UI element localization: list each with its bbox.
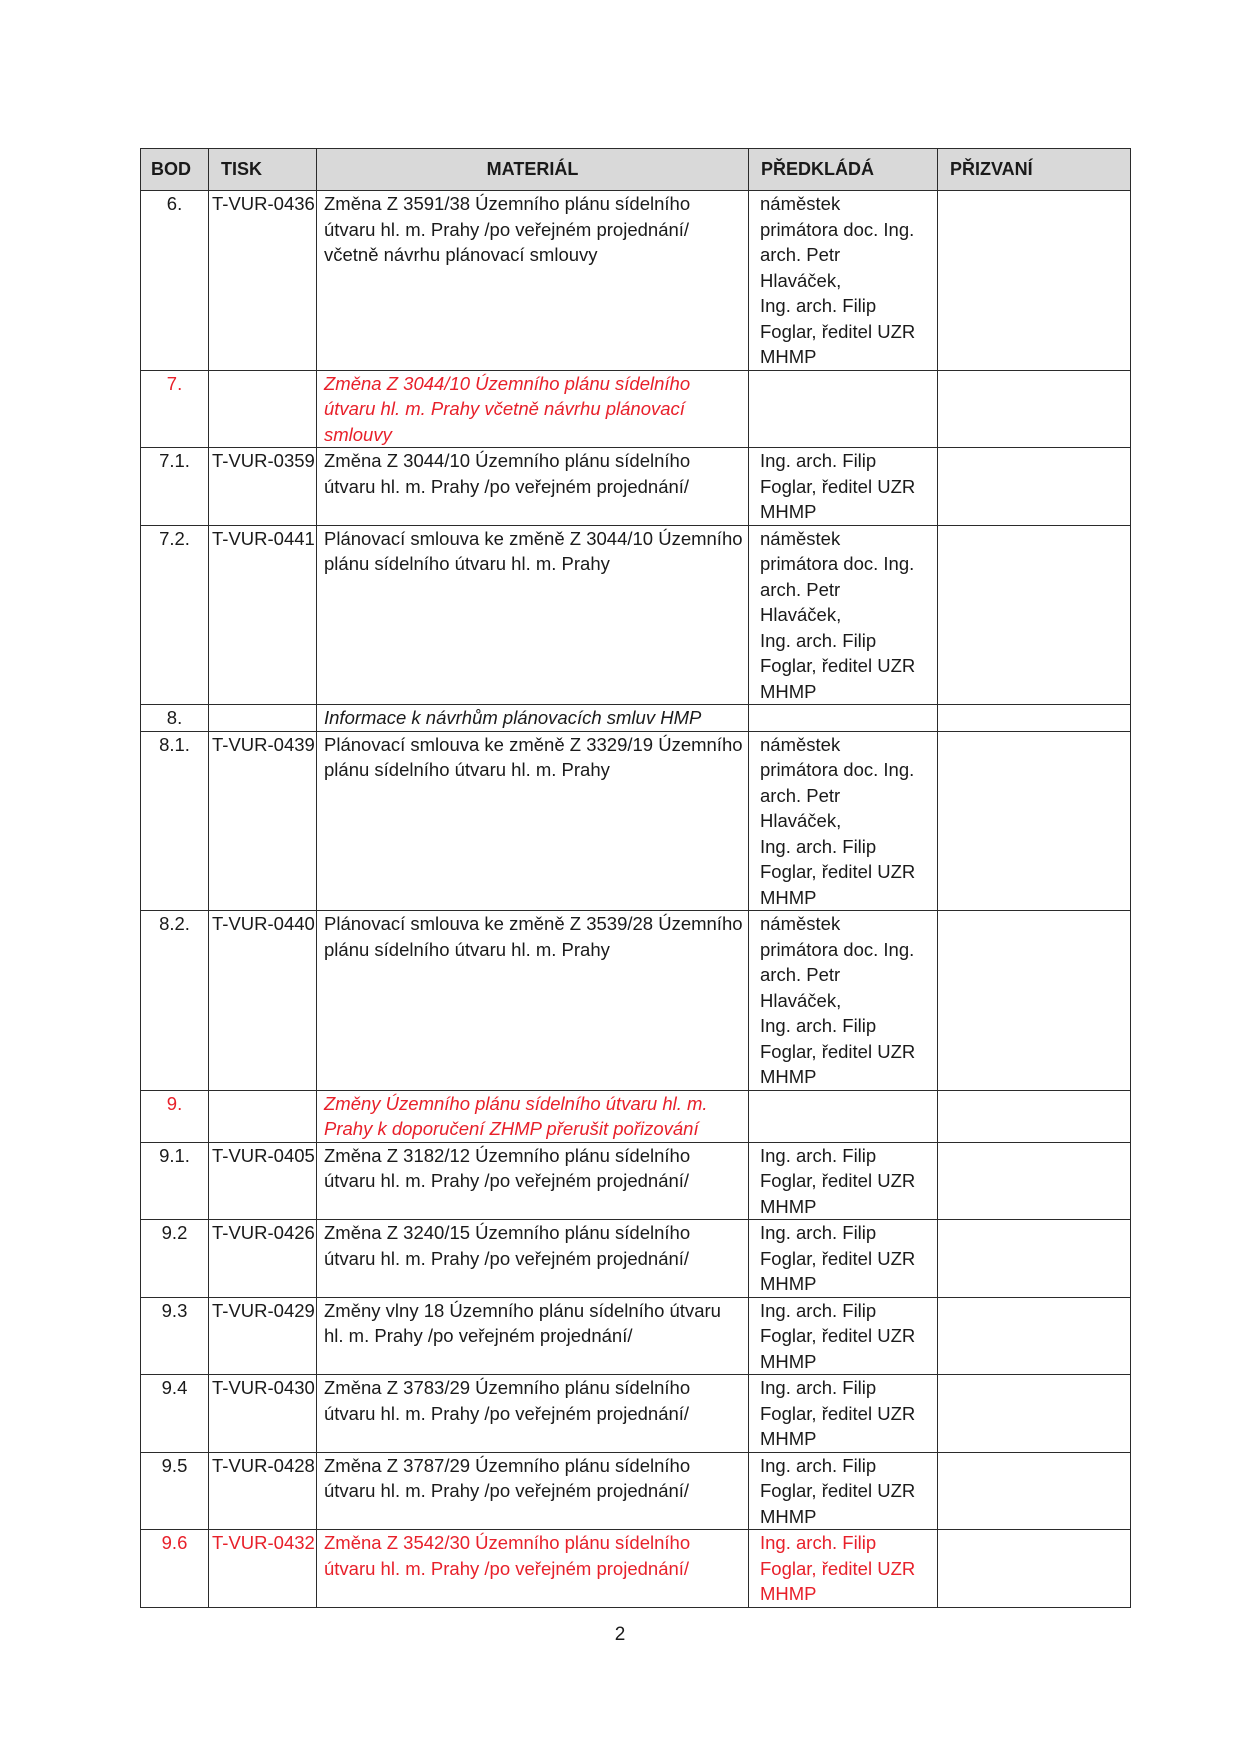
cell-predklada: [749, 370, 938, 448]
predklada-line: MHMP: [760, 1583, 817, 1604]
cell-tisk: T-VUR-0426: [209, 1220, 317, 1298]
material-line: útvaru hl. m. Prahy včetně návrhu plánovací: [324, 398, 685, 419]
table-row: [141, 1142, 1131, 1220]
predklada-line: Ing. arch. Filip: [760, 629, 877, 651]
material-line: Změny vlny 18 Územního plánu sídelního útvaru: [324, 1299, 721, 1321]
table-row: [141, 1297, 1131, 1375]
cell-prizvani: [938, 1142, 1131, 1220]
material-line: Změny Územního plánu sídelního útvaru hl. m.: [324, 1092, 708, 1114]
cell-predklada: [749, 1530, 938, 1608]
predklada-line: Hlaváček,: [760, 810, 842, 831]
cell-prizvani: [938, 1297, 1131, 1375]
cell-bod: 9.2: [141, 1220, 209, 1298]
cell-material: [317, 1375, 749, 1453]
material-line: Změna Z 3542/30 Územního plánu sídelního: [324, 1532, 691, 1553]
table-row: [141, 370, 1131, 448]
material-line: útvaru hl. m. Prahy /po veřejném projednání/: [324, 1170, 690, 1191]
table-row: [141, 911, 1131, 1091]
table-row: [141, 1220, 1131, 1298]
cell-prizvani: [938, 1375, 1131, 1453]
cell-prizvani: [938, 1090, 1131, 1142]
predklada-line: Hlaváček,: [760, 269, 842, 291]
cell-tisk: T-VUR-0405: [209, 1142, 317, 1220]
material-line: Informace k návrhům plánovacích smluv HMP: [324, 707, 702, 728]
table-row: [141, 1375, 1131, 1453]
cell-tisk: [209, 705, 317, 732]
cell-predklada: [749, 1375, 938, 1453]
header-bod: BOD: [141, 149, 209, 191]
table-row: [141, 191, 1131, 371]
predklada-line: MHMP: [760, 1273, 817, 1294]
cell-prizvani: [938, 525, 1131, 705]
material-line: Plánovací smlouva ke změně Z 3044/10 Územního: [324, 527, 743, 549]
material-line: útvaru hl. m. Prahy /po veřejném projednání/: [324, 1247, 690, 1269]
material-line: Změna Z 3787/29 Územního plánu sídelního: [324, 1454, 691, 1476]
cell-material: [317, 1297, 749, 1375]
cell-prizvani: [938, 705, 1131, 732]
cell-material: [317, 911, 749, 1091]
cell-tisk: T-VUR-0441: [209, 525, 317, 705]
predklada-line: Ing. arch. Filip: [760, 1377, 877, 1398]
predklada-line: Ing. arch. Filip: [760, 1454, 877, 1476]
cell-bod: 7.2.: [141, 525, 209, 705]
material-line: útvaru hl. m. Prahy /po veřejném projednání/: [324, 1557, 690, 1579]
material-line: smlouvy: [324, 423, 392, 445]
cell-material: [317, 1090, 749, 1142]
material-line: útvaru hl. m. Prahy /po veřejném projednání/: [324, 1402, 690, 1424]
material-line: plánu sídelního útvaru hl. m. Prahy: [324, 759, 610, 780]
predklada-line: Ing. arch. Filip: [760, 295, 877, 316]
material-line: útvaru hl. m. Prahy /po veřejném projednání/: [324, 475, 690, 497]
cell-material: [317, 1220, 749, 1298]
header-material: MATERIÁL: [317, 149, 749, 191]
predklada-line: MHMP: [760, 1195, 817, 1217]
cell-bod: 8.: [141, 705, 209, 732]
cell-predklada: [749, 1142, 938, 1220]
cell-predklada: [749, 1452, 938, 1530]
material-line: Prahy k doporučení ZHMP přerušit pořizování: [324, 1118, 699, 1139]
cell-bod: 9.6: [141, 1530, 209, 1608]
cell-bod: 8.1.: [141, 731, 209, 911]
cell-prizvani: [938, 448, 1131, 526]
predklada-line: náměstek: [760, 913, 841, 934]
predklada-line: MHMP: [760, 886, 817, 908]
cell-prizvani: [938, 1452, 1131, 1530]
predklada-line: Foglar, ředitel UZR: [760, 475, 916, 497]
predklada-line: MHMP: [760, 1428, 817, 1449]
table-header: [141, 149, 1131, 191]
predklada-line: primátora doc. Ing.: [760, 218, 915, 240]
cell-bod: 8.2.: [141, 911, 209, 1091]
cell-tisk: T-VUR-0436: [209, 191, 317, 371]
cell-bod: 7.1.: [141, 448, 209, 526]
predklada-line: Ing. arch. Filip: [760, 1015, 877, 1036]
header-predklada: PŘEDKLÁDÁ: [749, 149, 938, 191]
material-line: hl. m. Prahy /po veřejném projednání/: [324, 1325, 633, 1346]
predklada-line: Foglar, ředitel UZR: [760, 1480, 916, 1501]
cell-bod: 9.3: [141, 1297, 209, 1375]
predklada-line: Foglar, ředitel UZR: [760, 1040, 916, 1062]
cell-predklada: [749, 911, 938, 1091]
cell-tisk: T-VUR-0359: [209, 448, 317, 526]
cell-material: [317, 705, 749, 732]
predklada-line: Foglar, ředitel UZR: [760, 655, 916, 676]
material-line: Plánovací smlouva ke změně Z 3539/28 Územního: [324, 913, 743, 934]
predklada-line: náměstek: [760, 193, 841, 214]
cell-tisk: [209, 1090, 317, 1142]
material-line: Změna Z 3783/29 Územního plánu sídelního: [324, 1377, 691, 1398]
cell-prizvani: [938, 191, 1131, 371]
table-row: [141, 1530, 1131, 1608]
material-line: Změna Z 3591/38 Územního plánu sídelního: [324, 193, 691, 214]
material-line: útvaru hl. m. Prahy /po veřejném projednání/: [324, 218, 690, 240]
predklada-line: Ing. arch. Filip: [760, 1144, 877, 1166]
predklada-line: arch. Petr: [760, 784, 841, 806]
predklada-line: primátora doc. Ing.: [760, 759, 915, 780]
predklada-line: MHMP: [760, 1350, 817, 1372]
cell-tisk: T-VUR-0430: [209, 1375, 317, 1453]
table-row: [141, 448, 1131, 526]
cell-predklada: [749, 1220, 938, 1298]
cell-material: [317, 731, 749, 911]
predklada-line: Foglar, ředitel UZR: [760, 1402, 916, 1424]
predklada-line: Hlaváček,: [760, 604, 842, 625]
header-row: [141, 149, 1131, 191]
predklada-line: Foglar, ředitel UZR: [760, 1170, 916, 1191]
cell-tisk: T-VUR-0428: [209, 1452, 317, 1530]
predklada-line: MHMP: [760, 1066, 817, 1087]
predklada-line: MHMP: [760, 501, 817, 522]
cell-prizvani: [938, 370, 1131, 448]
cell-prizvani: [938, 731, 1131, 911]
material-line: plánu sídelního útvaru hl. m. Prahy: [324, 553, 610, 574]
page-number: 2: [614, 1624, 626, 1645]
material-line: včetně návrhu plánovací smlouvy: [324, 244, 598, 265]
material-line: útvaru hl. m. Prahy /po veřejném projednání/: [324, 1480, 690, 1501]
predklada-line: Ing. arch. Filip: [760, 1532, 877, 1553]
cell-predklada: [749, 705, 938, 732]
table-row: [141, 525, 1131, 705]
cell-material: [317, 525, 749, 705]
cell-predklada: [749, 525, 938, 705]
cell-bod: 9.: [141, 1090, 209, 1142]
cell-material: [317, 1452, 749, 1530]
cell-predklada: [749, 731, 938, 911]
table-row: [141, 1090, 1131, 1142]
predklada-line: Foglar, ředitel UZR: [760, 1557, 916, 1579]
cell-predklada: [749, 191, 938, 371]
cell-bod: 9.5: [141, 1452, 209, 1530]
cell-material: [317, 191, 749, 371]
cell-predklada: [749, 1297, 938, 1375]
table-row: [141, 705, 1131, 732]
cell-material: [317, 370, 749, 448]
material-line: Plánovací smlouva ke změně Z 3329/19 Územního: [324, 733, 743, 755]
predklada-line: Ing. arch. Filip: [760, 835, 877, 857]
cell-tisk: T-VUR-0440: [209, 911, 317, 1091]
cell-tisk: T-VUR-0429: [209, 1297, 317, 1375]
predklada-line: náměstek: [760, 733, 841, 755]
cell-prizvani: [938, 911, 1131, 1091]
predklada-line: MHMP: [760, 680, 817, 702]
cell-predklada: [749, 448, 938, 526]
predklada-line: Foglar, ředitel UZR: [760, 320, 916, 342]
predklada-line: MHMP: [760, 346, 817, 367]
predklada-line: Ing. arch. Filip: [760, 1299, 877, 1321]
predklada-line: primátora doc. Ing.: [760, 553, 915, 574]
cell-bod: 6.: [141, 191, 209, 371]
predklada-line: Hlaváček,: [760, 989, 842, 1011]
agenda-table: [140, 148, 1131, 1608]
material-line: Změna Z 3240/15 Územního plánu sídelního: [324, 1222, 691, 1243]
cell-material: [317, 1142, 749, 1220]
table-row: [141, 1452, 1131, 1530]
cell-tisk: T-VUR-0439: [209, 731, 317, 911]
material-line: Změna Z 3182/12 Územního plánu sídelního: [324, 1144, 691, 1166]
cell-material: [317, 1530, 749, 1608]
predklada-line: Ing. arch. Filip: [760, 1222, 877, 1243]
cell-prizvani: [938, 1220, 1131, 1298]
predklada-line: Foglar, ředitel UZR: [760, 1325, 916, 1346]
cell-bod: 7.: [141, 370, 209, 448]
material-line: Změna Z 3044/10 Územního plánu sídelního: [324, 450, 691, 471]
predklada-line: Foglar, ředitel UZR: [760, 1247, 916, 1269]
material-line: Změna Z 3044/10 Územního plánu sídelního: [324, 372, 691, 394]
predklada-line: primátora doc. Ing.: [760, 938, 915, 960]
material-line: plánu sídelního útvaru hl. m. Prahy: [324, 938, 610, 960]
predklada-line: Ing. arch. Filip: [760, 450, 877, 471]
cell-material: [317, 448, 749, 526]
cell-predklada: [749, 1090, 938, 1142]
header-tisk: TISK: [209, 149, 317, 191]
predklada-line: MHMP: [760, 1505, 817, 1527]
predklada-line: arch. Petr: [760, 578, 841, 600]
cell-tisk: [209, 370, 317, 448]
table-body: [141, 191, 1131, 1608]
cell-prizvani: [938, 1530, 1131, 1608]
cell-bod: 9.1.: [141, 1142, 209, 1220]
table-row: [141, 731, 1131, 911]
cell-bod: 9.4: [141, 1375, 209, 1453]
predklada-line: Foglar, ředitel UZR: [760, 861, 916, 882]
predklada-line: arch. Petr: [760, 964, 841, 985]
predklada-line: arch. Petr: [760, 244, 841, 265]
predklada-line: náměstek: [760, 527, 841, 549]
header-prizvani: PŘIZVANÍ: [938, 149, 1131, 191]
cell-tisk: T-VUR-0432: [209, 1530, 317, 1608]
